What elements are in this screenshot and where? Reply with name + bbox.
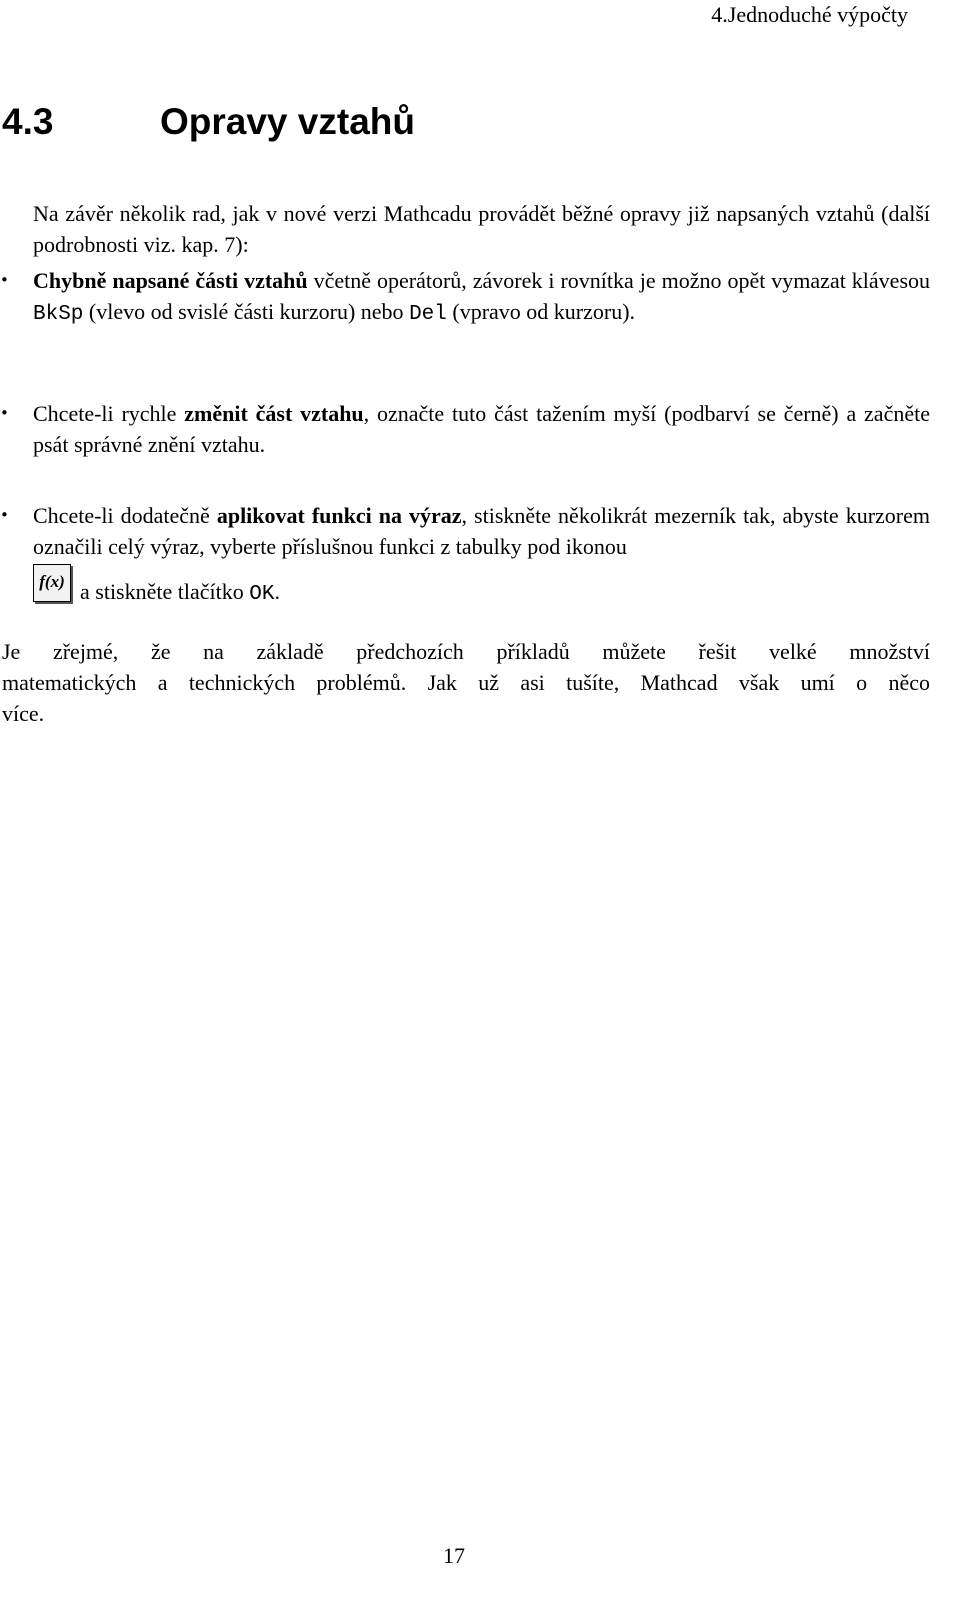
bullet-text	[33, 500, 930, 608]
section-title: Opravy vztahů	[160, 101, 415, 142]
section-heading	[2, 100, 415, 144]
closing-line: matematických a technických problémů. Jak už asi tušíte, Mathcad však umí o něco	[2, 670, 930, 695]
bullet-marker: •	[0, 506, 9, 524]
running-header: 4.Jednoduché výpočty	[711, 2, 908, 27]
bullet-marker: •	[0, 271, 9, 289]
closing-line: Je zřejmé, že na základě předchozích příkladů můžete řešit velké množství	[2, 639, 930, 664]
function-icon: f(x)	[33, 564, 71, 602]
bullet-text	[33, 398, 930, 460]
bullet-item-change	[0, 398, 930, 460]
icon-caption	[80, 576, 280, 610]
bold-phrase: aplikovat funkci na výraz	[216, 503, 462, 528]
text-run: Chcete-li rychle	[33, 401, 185, 426]
function-icon-row	[33, 564, 930, 608]
key-ok: OK	[249, 583, 275, 606]
page-number: 17	[443, 1543, 465, 1568]
text-run: , označte tuto část tažením myší (podbarví se černě) a začněte psát správné znění vztahu.	[33, 401, 930, 457]
bullet-item-apply-function	[0, 500, 930, 608]
bold-phrase: Chybně napsané části vztahů	[33, 268, 308, 293]
key-bksp: BkSp	[33, 303, 84, 326]
text-run: Chcete-li dodatečně	[33, 503, 217, 528]
key-del: Del	[409, 303, 447, 326]
section-number: 4.3	[2, 101, 54, 142]
text-run: .	[274, 579, 280, 604]
closing-line: více.	[2, 701, 45, 726]
closing-paragraph	[2, 636, 930, 729]
bold-phrase: změnit část vztahu	[184, 401, 364, 426]
intro-paragraph: Na závěr několik rad, jak v nové verzi Mathcadu provádět běžné opravy již napsaných vztahů (další podrobnosti viz. kap. 7):	[33, 201, 930, 257]
text-run: včetně operátorů, závorek i rovnítka je možno opět vymazat klávesou	[307, 268, 931, 293]
text-run: , stiskněte několikrát mezerník tak, abyste kurzorem označili celý výraz, vyberte příslušnou funkci z tabulky pod ikonou	[33, 503, 930, 559]
text-run: a stiskněte tlačítko	[80, 579, 250, 604]
text-run: (vpravo od kurzoru).	[446, 299, 636, 324]
bullet-item-delete	[0, 265, 930, 330]
bullet-marker: •	[0, 404, 9, 422]
bullet-text	[33, 265, 930, 330]
text-run: (vlevo od svislé části kurzoru) nebo	[83, 299, 410, 324]
